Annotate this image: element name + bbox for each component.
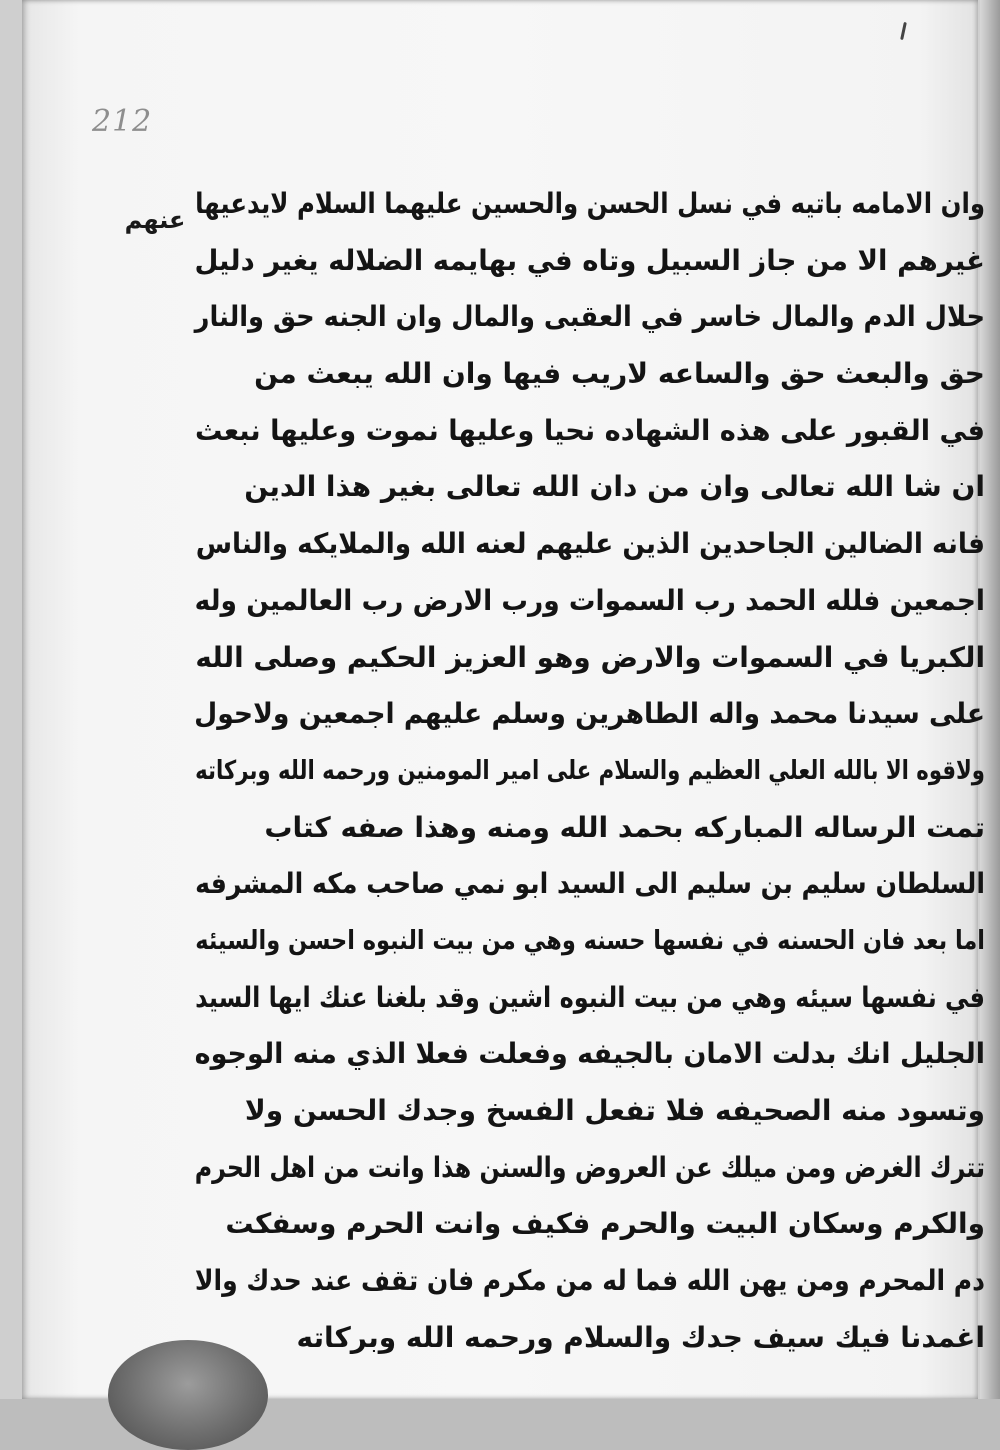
text-line: تترك الغرض ومن ميلك عن العروض والسنن هذا وانت من اهل الحرم [194, 1150, 985, 1184]
text-line: غيرهم الا من جاز السبيل وتاه في بهايمه الضلاله يغير دليل [194, 243, 986, 277]
thumb-shadow [108, 1340, 268, 1450]
text-line: حق والبعث حق والساعه لاريب فيها وان الله يبعث من [254, 357, 985, 391]
text-line: في القبور على هذه الشهاده نحيا وعليها نموت وعليها نبعث [195, 413, 985, 447]
text-line: في نفسها سيئه وهي من بيت النبوه اشين وقد بلغنا عنك ايها السيد [195, 980, 985, 1014]
text-line: اما بعد فان الحسنه في نفسها حسنه وهي من بيت النبوه احسن والسيئه [195, 925, 985, 956]
text-line: فانه الضالين الجاحدين الذين عليهم لعنه الله والملايكه والناس [195, 527, 985, 561]
text-line: اغمدنا فيك سيف جدك والسلام ورحمه الله وبركاته [296, 1320, 985, 1354]
text-line: تمت الرساله المباركه بحمد الله ومنه وهذا صفه كتاب [264, 810, 985, 844]
folio-number: 212 [92, 104, 153, 139]
text-line: وان الامامه باتيه في نسل الحسن والحسين عليهما السلام لايدعيها [195, 187, 986, 220]
text-line: دم المحرم ومن يهن الله فما له من مكرم فان تقف عند حدك والا [194, 1264, 985, 1298]
ink-mark [900, 22, 907, 40]
text-line: والكرم وسكان البيت والحرم فكيف وانت الحرم وسفكت [225, 1207, 985, 1241]
margin-note: عنهم [124, 206, 186, 234]
text-line: الكبريا في السموات والارض وهو العزيز الحكيم وصلى الله [195, 640, 985, 674]
text-line: اجمعين فلله الحمد رب السموات ورب الارض رب العالمين وله [194, 583, 985, 617]
text-line: ان شا الله تعالى وان من دان الله تعالى بغير هذا الدين [244, 470, 985, 504]
text-line: على سيدنا محمد واله الطاهرين وسلم عليهم اجمعين ولاحول [194, 697, 985, 731]
text-line: الجليل انك بدلت الامان بالجيفه وفعلت فعلا الذي منه الوجوه [194, 1037, 985, 1071]
text-line: السلطان سليم بن سليم الى السيد ابو نمي صاحب مكه المشرفه [195, 867, 986, 901]
text-block [195, 176, 985, 1366]
text-line: وتسود منه الصحيفه فلا تفعل الفسخ وجدك الحسن ولا [244, 1094, 985, 1127]
text-line: حلال الدم والمال خاسر في العقبى والمال وان الجنه حق والنار [194, 300, 985, 334]
text-line: ولاقوه الا بالله العلي العظيم والسلام على امير المومنين ورحمه الله وبركاته [195, 755, 985, 786]
